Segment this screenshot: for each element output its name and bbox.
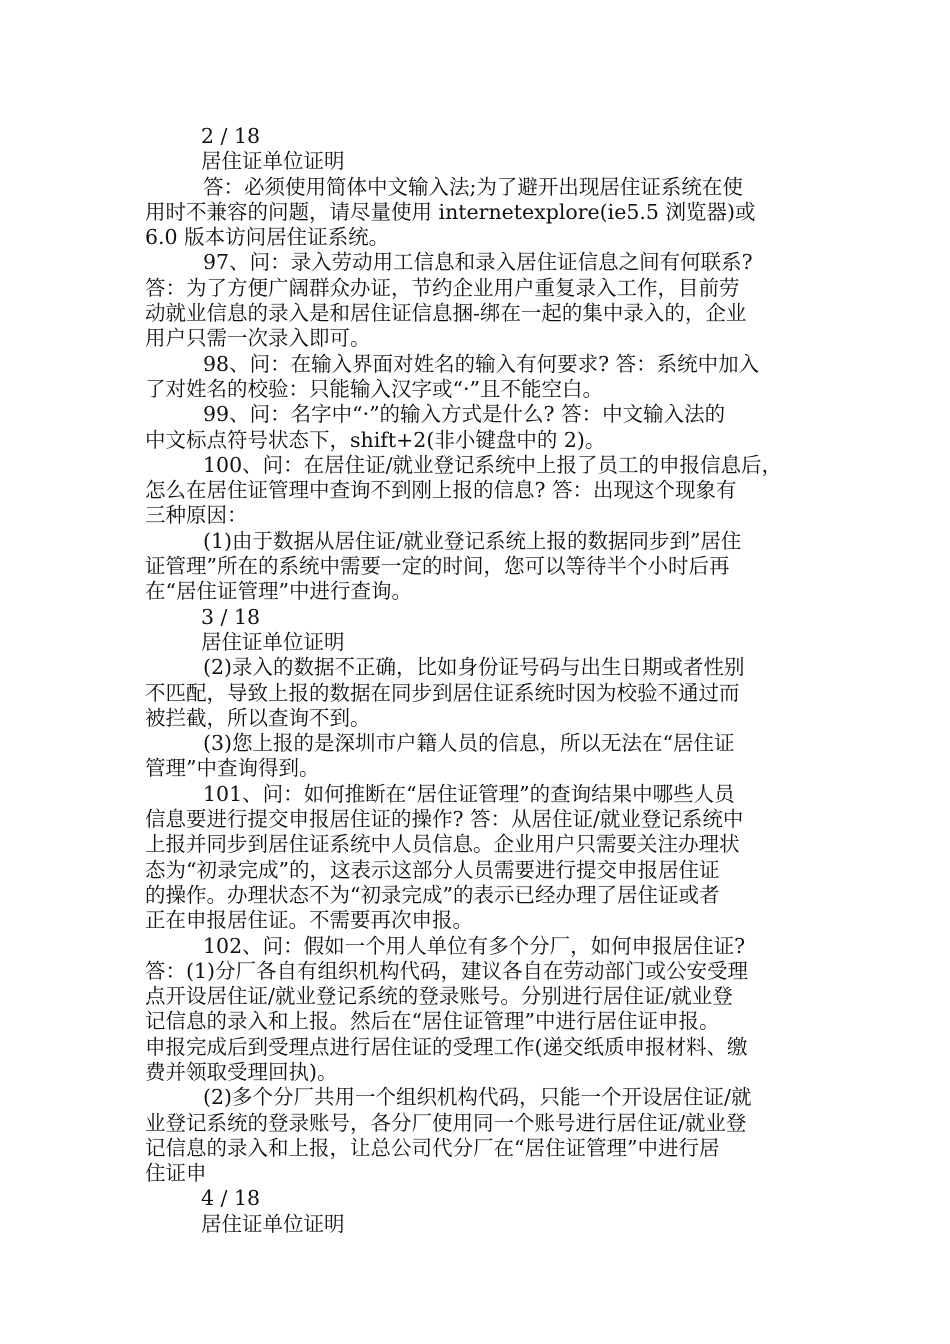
text-line: 6.0 版本访问居住证系统。 <box>145 225 390 250</box>
text-line: 中文标点符号状态下，shift+2(非小键盘中的 2)。 <box>145 427 606 452</box>
text-line: 98、问：在输入界面对姓名的输入有何要求? 答：系统中加入 <box>203 351 760 376</box>
text-line: 答：为了方便广阔群众办证，节约企业用户重复录入工作，目前劳 <box>145 275 740 300</box>
page-number: 2 / 18 <box>201 124 261 148</box>
text-line: (3)您上报的是深圳市户籍人员的信息，所以无法在“居住证 <box>203 731 735 756</box>
page-number: 4 / 18 <box>201 1186 261 1211</box>
text-line: (1)由于数据从居住证/就业登记系统上报的数据同步到”居住 <box>203 528 742 553</box>
text-line: 证管理”所在的系统中需要一定的时间，您可以等待半个小时后再 <box>145 554 730 579</box>
page-header: 居住证单位证明 <box>201 149 345 174</box>
text-line: 住证申 <box>145 1161 207 1186</box>
text-line: 申报完成后到受理点进行居住证的受理工作(递交纸质申报材料、缴 <box>145 1034 748 1059</box>
text-line: 态为“初录完成”的，这表示这部分人员需要进行提交申报居住证 <box>145 857 720 882</box>
text-line: 答：必须使用简体中文输入法;为了避开出现居住证系统在使 <box>203 174 743 199</box>
text-line: 97、问：录入劳动用工信息和录入居住证信息之间有何联系? <box>203 250 753 275</box>
text-line: 99、问：名字中“·”的输入方式是什么? 答：中文输入法的 <box>203 402 726 427</box>
text-line: 费并领取受理回执)。 <box>145 1059 338 1084</box>
text-line: 用户只需一次录入即可。 <box>145 326 371 351</box>
text-line: 信息要进行提交申报居住证的操作? 答：从居住证/就业登记系统中 <box>145 807 744 832</box>
text-line: 用时不兼容的问题，请尽量使用 internetexplore(ie5.5 浏览器)或 <box>145 199 756 224</box>
text-line: 的操作。办理状态不为“初录完成”的表示已经办理了居住证或者 <box>145 882 720 907</box>
text-line: 102、问：假如一个用人单位有多个分厂，如何申报居住证? <box>203 933 746 958</box>
document-page <box>145 124 813 1237</box>
text-line: 正在申报居住证。不需要再次申报。 <box>145 908 473 933</box>
text-line: 在“居住证管理”中进行查询。 <box>145 579 412 604</box>
text-line: 动就业信息的录入是和居住证信息捆-绑在一起的集中录入的，企业 <box>145 301 747 326</box>
text-line: 不匹配，导致上报的数据在同步到居住证系统时因为校验不通过而 <box>145 680 740 705</box>
text-line: 记信息的录入和上报，让总公司代分厂在“居住证管理”中进行居 <box>145 1135 720 1160</box>
text-line: 被拦截，所以查询不到。 <box>145 705 371 730</box>
text-line: 上报并同步到居住证系统中人员信息。企业用户只需要关注办理状 <box>145 832 740 857</box>
text-line: (2)录入的数据不正确，比如身份证号码与出生日期或者性别 <box>203 655 745 680</box>
page-header: 居住证单位证明 <box>201 1211 345 1236</box>
text-line: 记信息的录入和上报。然后在“居住证管理”中进行居住证申报。 <box>145 1009 720 1034</box>
text-line: 点开设居住证/就业登记系统的登录账号。分别进行居住证/就业登 <box>145 984 733 1009</box>
text-line: 怎么在居住证管理中查询不到刚上报的信息? 答：出现这个现象有 <box>145 478 737 503</box>
text-line: (2)多个分厂共用一个组织机构代码，只能一个开设居住证/就 <box>203 1085 752 1110</box>
text-line: 三种原因： <box>145 503 248 528</box>
page-header: 居住证单位证明 <box>201 629 345 654</box>
text-line: 管理”中查询得到。 <box>145 756 320 781</box>
text-line: 101、问：如何推断在“居住证管理”的查询结果中哪些人员 <box>203 781 735 806</box>
text-line: 了对姓名的校验：只能输入汉字或“·”且不能空白。 <box>145 376 603 401</box>
text-line: 业登记系统的登录账号，各分厂使用同一个账号进行居住证/就业登 <box>145 1110 747 1135</box>
text-line: 100、问：在居住证/就业登记系统中上报了员工的申报信息后， <box>203 452 783 477</box>
page-number: 3 / 18 <box>201 604 261 629</box>
text-line: 答：(1)分厂各自有组织机构代码，建议各自在劳动部门或公安受理 <box>145 958 749 983</box>
